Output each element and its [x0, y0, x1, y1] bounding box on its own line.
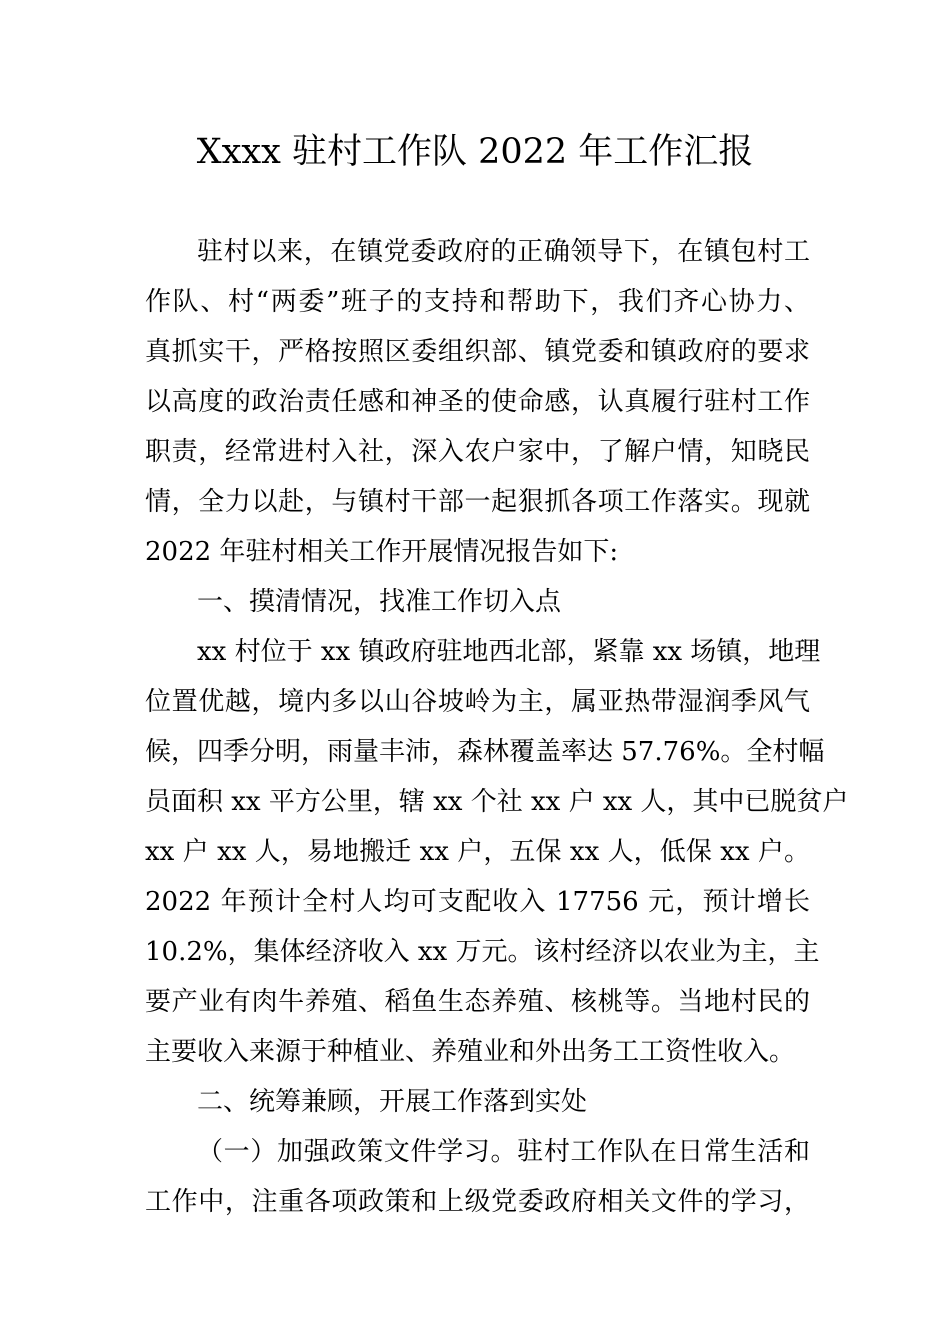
document-body [145, 227, 849, 1227]
paragraph-line: 一、摸清情况，找准工作切入点 [197, 587, 562, 617]
paragraph-line: 候，四季分明，雨量丰沛，森林覆盖率达 57.76%。全村幅 [145, 737, 825, 767]
paragraph-line: 二、统筹兼顾，开展工作落到实处 [197, 1087, 588, 1117]
paragraph-line: 真抓实干，严格按照区委组织部、镇党委和镇政府的要求 [145, 337, 810, 367]
paragraph-line: 驻村以来，在镇党委政府的正确领导下，在镇包村工 [197, 237, 810, 267]
paragraph-line: （一）加强政策文件学习。驻村工作队在日常生活和 [197, 1137, 810, 1167]
paragraph-line: 2022 年预计全村人均可支配收入 17756 元，预计增长 [145, 887, 810, 917]
paragraph-line: 10.2%，集体经济收入 xx 万元。该村经济以农业为主，主 [145, 937, 820, 967]
paragraph-line: 主要收入来源于种植业、养殖业和外出务工工资性收入。 [145, 1037, 796, 1067]
paragraph-line: 情，全力以赴，与镇村干部一起狠抓各项工作落实。现就 [145, 487, 810, 517]
paragraph-line: xx 户 xx 人，易地搬迁 xx 户，五保 xx 人，低保 xx 户。 [145, 837, 810, 867]
paragraph-line: 位置优越，境内多以山谷坡岭为主，属亚热带湿润季风气 [145, 687, 810, 717]
paragraph-line: 职责，经常进村入社，深入农户家中，了解户情，知晓民 [145, 437, 810, 467]
paragraph-line: 工作中，注重各项政策和上级党委政府相关文件的学习， [145, 1187, 810, 1217]
paragraph-line: xx 村位于 xx 镇政府驻地西北部，紧靠 xx 场镇，地理 [197, 637, 821, 667]
paragraph-line: 作队、村“两委”班子的支持和帮助下，我们齐心协力、 [145, 287, 810, 317]
document-title: Xxxx 驻村工作队 2022 年工作汇报 [196, 132, 754, 172]
paragraph-line: 以高度的政治责任感和神圣的使命感，认真履行驻村工作 [145, 387, 810, 417]
paragraph-line: 员面积 xx 平方公里，辖 xx 个社 xx 户 xx 人，其中已脱贫户 [145, 787, 849, 817]
paragraph-line: 2022 年驻村相关工作开展情况报告如下: [145, 537, 619, 567]
paragraph-line: 要产业有肉牛养殖、稻鱼生态养殖、核桃等。当地村民的 [145, 987, 810, 1017]
